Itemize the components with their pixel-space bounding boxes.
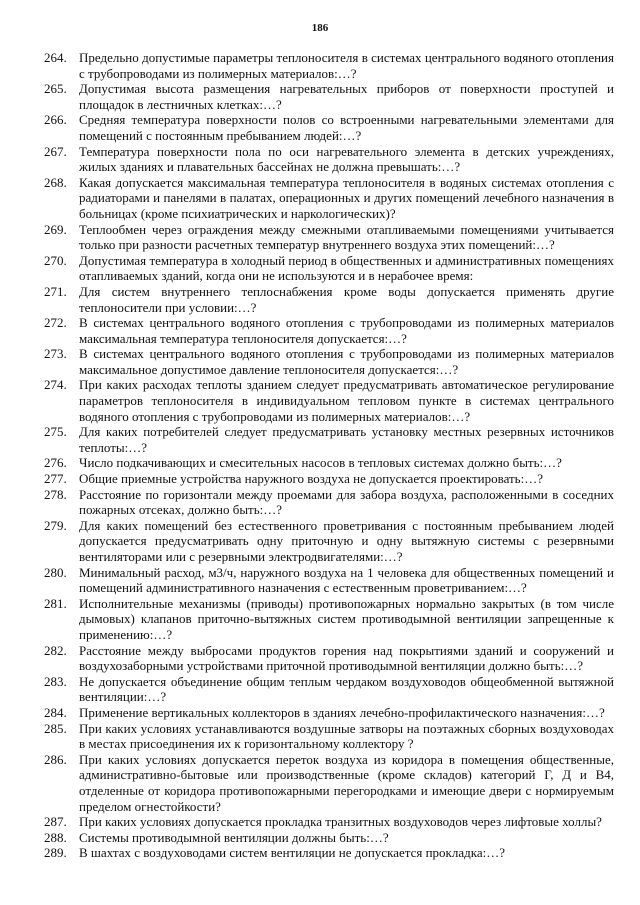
question-item [44, 518, 614, 565]
question-number: 281. [44, 595, 67, 611]
question-number: 287. [44, 814, 67, 830]
question-item [44, 565, 614, 596]
question-text: При каких расходах теплоты зданием следует предусматривать автоматическое регулирование параметров теплоносителя в индивидуальном тепловом пункте в системах центрального водяного отопления с трубопроводами из полимерных материалов:…? [79, 377, 614, 424]
question-item [44, 487, 614, 518]
question-text: В системах центрального водяного отопления с трубопроводами из полимерных материалов максимальное допустимое давление теплоносителя допускается:…? [79, 346, 614, 377]
question-item [44, 596, 614, 643]
question-number: 277. [44, 471, 67, 487]
question-number: 282. [44, 642, 67, 658]
question-text: При каких условиях допускается прокладка транзитных воздуховодов через лифтовые холлы? [79, 814, 602, 830]
question-item [44, 315, 614, 346]
question-item [44, 455, 614, 471]
question-text: Расстояние между выбросами продуктов горения над покрытиями зданий и сооружений и воздухозаборными устройствами приточной противодымной вентиляции должно быть:…? [79, 642, 614, 674]
question-text: Число подкачивающих и смесительных насосов в тепловых системах должно быть:…? [79, 455, 562, 471]
question-text: Применение вертикальных коллекторов в зданиях лечебно-профилактического назначения:…? [79, 704, 605, 720]
question-number: 275. [44, 424, 67, 440]
question-text: В шахтах с воздуховодами систем вентиляции не допускается прокладка:…? [79, 845, 505, 861]
question-number: 280. [44, 564, 67, 580]
question-item [44, 144, 614, 175]
question-item [44, 752, 614, 814]
question-text: Предельно допустимые параметры теплоносителя в системах центрального водяного отопления с трубопроводами из полимерных материалов:…? [79, 50, 614, 81]
question-item [44, 253, 614, 284]
question-item [44, 424, 614, 455]
question-number: 288. [44, 829, 67, 845]
question-number: 271. [44, 283, 67, 299]
question-text: В системах центрального водяного отопления с трубопроводами из полимерных материалов максимальная температура теплоносителя допускается:…? [79, 315, 614, 346]
question-item [44, 830, 614, 846]
question-number: 264. [44, 50, 67, 65]
question-number: 270. [44, 252, 67, 268]
question-number: 268. [44, 174, 67, 190]
question-text: Общие приемные устройства наружного воздуха не допускается проектировать:…? [79, 471, 543, 487]
question-text: Какая допускается максимальная температура теплоносителя в водяных системах отопления с радиаторами и панелями в палатах, операционных и других помещений лечебного назначения в больницах (кроме психиатрических и наркологических)? [79, 174, 614, 221]
question-number: 265. [44, 81, 67, 97]
question-text: Допустимая высота размещения нагревательных приборов от поверхности проступей и площадок в лестничных клетках:…? [79, 81, 614, 112]
question-number: 283. [44, 673, 67, 689]
question-item [44, 643, 614, 674]
question-item [44, 845, 614, 861]
question-number: 276. [44, 455, 67, 471]
question-text: Для каких помещений без естественного проветривания с постоянным пребыванием людей допускается предусматривать одну приточную и одну вытяжную системы с резервными вентиляторами или с резервными электродвигателями:…? [79, 517, 614, 564]
question-number: 279. [44, 517, 67, 533]
question-item [44, 705, 614, 721]
question-text: Расстояние по горизонтали между проемами для забора воздуха, расположенными в соседних пожарных отсеках, должно быть:…? [79, 486, 614, 518]
question-number: 286. [44, 751, 67, 767]
question-number: 278. [44, 486, 67, 502]
question-item [44, 222, 614, 253]
question-number: 272. [44, 315, 67, 331]
question-item [44, 377, 614, 424]
question-number: 266. [44, 112, 67, 128]
question-item [44, 674, 614, 705]
question-item [44, 175, 614, 222]
question-item [44, 471, 614, 487]
question-text: Средняя температура поверхности полов со встроенными нагревательными элементами для помещений с постоянным пребыванием людей:…? [79, 112, 614, 143]
question-item [44, 284, 614, 315]
question-text: Для систем внутреннего теплоснабжения кроме воды допускается применять другие теплоносители при условии:…? [79, 283, 614, 315]
question-number: 289. [44, 845, 67, 861]
question-text: Теплообмен через ограждения между смежными отапливаемыми помещениями учитывается только при разности расчетных температур внутреннего воздуха этих помещений:…? [79, 221, 614, 253]
question-text: Температура поверхности пола по оси нагревательного элемента в детских учреждениях, жилых зданиях и плавательных бассейнах не должна превышать:…? [79, 143, 614, 175]
question-number: 273. [44, 346, 67, 362]
question-number: 274. [44, 377, 67, 393]
question-list [44, 50, 614, 861]
question-text: Системы противодымной вентиляции должны быть:…? [79, 829, 389, 845]
question-number: 269. [44, 221, 67, 237]
question-text: Минимальный расход, м3/ч, наружного воздуха на 1 человека для общественных помещений и помещений административного назначения с естественным проветриванием:…? [79, 564, 614, 596]
question-item [44, 346, 614, 377]
question-item [44, 721, 614, 752]
question-item [44, 81, 614, 112]
question-text: При каких условиях устанавливаются воздушные затворы на поэтажных сборных воздуховодах в местах присоединения их к горизонтальному коллектору ? [79, 720, 614, 752]
question-item [44, 50, 614, 81]
question-number: 267. [44, 143, 67, 159]
question-number: 285. [44, 720, 67, 736]
question-text: Допустимая температура в холодный период в общественных и административных помещениях отапливаемых зданий, когда они не используются и в нерабочее время: [79, 252, 614, 284]
question-text: Для каких потребителей следует предусматривать установку местных резервных источников теплоты:…? [79, 424, 614, 455]
page-number: 186 [311, 22, 329, 34]
question-item [44, 814, 614, 830]
question-item [44, 112, 614, 143]
question-text: Не допускается объединение общим теплым чердаком воздуховодов общеобменной вытяжной вентиляции:…? [79, 673, 614, 705]
question-text: Исполнительные механизмы (приводы) противопожарных нормально закрытых (в том числе дымовых) клапанов приточно-вытяжных систем противодымной вентиляции запрещенные к применению:…? [79, 595, 614, 642]
question-number: 284. [44, 704, 67, 720]
question-text: При каких условиях допускается переток воздуха из коридора в помещения общественные, административно-бытовые или производственные (кроме складов) категорий Г, Д и В4, отделенные от коридора противопожарными перегородками и имеющие двери с нормируемым пределом огнестойкости? [79, 751, 614, 814]
